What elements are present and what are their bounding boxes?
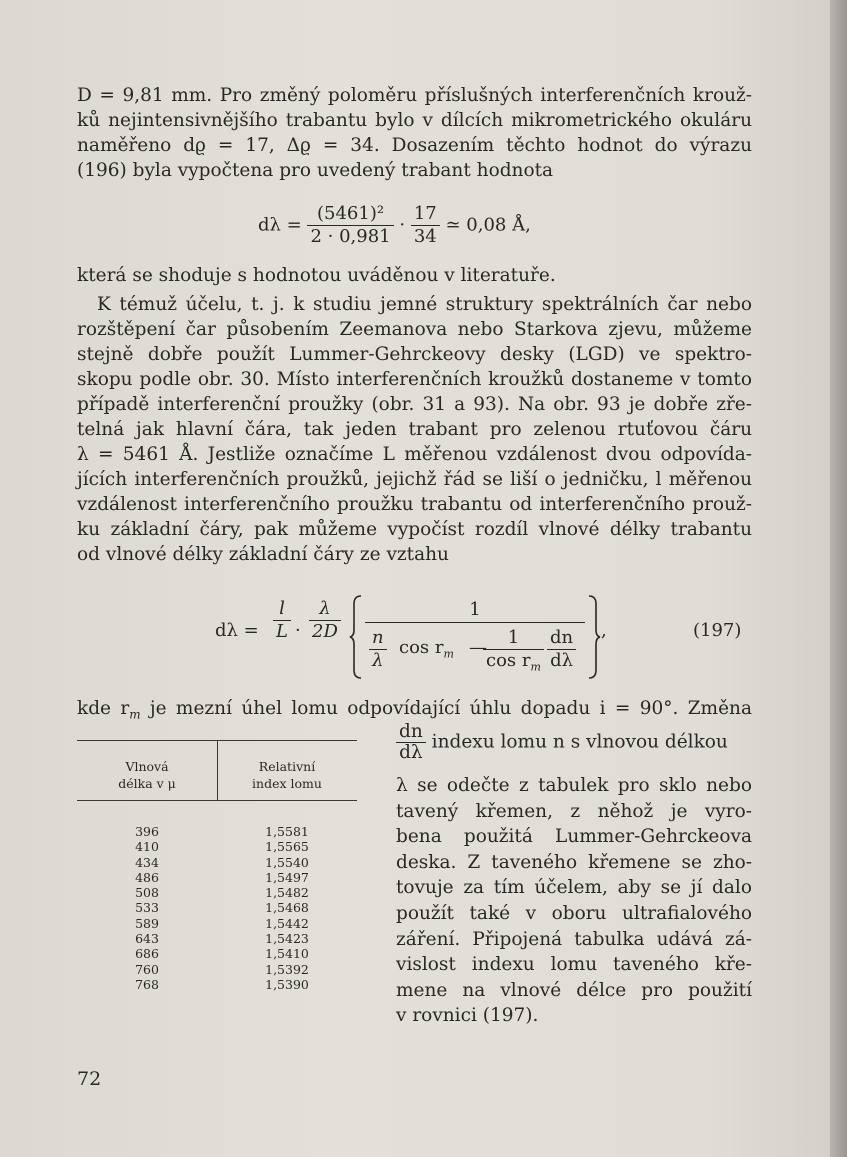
cos-text: cos r bbox=[486, 650, 531, 671]
page-edge bbox=[830, 0, 847, 1157]
table-cell-index: 1,5468 bbox=[265, 900, 309, 916]
paragraph-3 bbox=[77, 292, 752, 567]
table-cell-wavelength: 486 bbox=[135, 869, 159, 885]
paragraph-2 bbox=[77, 263, 752, 288]
text-fragment: kde r bbox=[77, 698, 130, 719]
refractive-index-table bbox=[77, 740, 357, 1020]
text-line: vislost indexu lomu taveného kře- bbox=[396, 954, 752, 976]
big-fraction bbox=[365, 598, 585, 679]
numerator: l bbox=[273, 598, 291, 621]
formula-197 bbox=[215, 598, 755, 678]
denominator: dλ bbox=[399, 742, 423, 763]
numerator: λ bbox=[309, 598, 341, 621]
table-cell-index: 1,5565 bbox=[265, 839, 309, 855]
text-line: K témuž účelu, t. j. k studiu jemné struktury spektrálních čar nebo bbox=[97, 294, 752, 315]
text-line: λ = 5461 Å. Jestliže označíme L měřenou vzdálenost dvou odpovída- bbox=[77, 444, 752, 465]
fraction bbox=[307, 203, 393, 248]
text-fragment: indexu lomu n s vlnovou délkou bbox=[431, 731, 728, 753]
page-number: 72 bbox=[77, 1068, 102, 1090]
text-line: telná jak hlavní čára, tak jeden trabant pro zelenou rtuťovou čáru bbox=[77, 419, 752, 440]
fraction-one-over-cos bbox=[483, 627, 544, 679]
dot-operator: · bbox=[399, 214, 406, 236]
formula-lhs: dλ = bbox=[215, 620, 259, 641]
numerator: dn bbox=[396, 722, 426, 743]
table-cell-wavelength: 508 bbox=[135, 885, 159, 901]
denominator: 34 bbox=[413, 226, 437, 247]
cos-term bbox=[399, 637, 454, 661]
table-cell-wavelength: 589 bbox=[135, 915, 159, 931]
text-line: použít také v oboru ultrafialového bbox=[396, 902, 752, 924]
text-line: záření. Připojená tabulka udává zá- bbox=[396, 928, 752, 950]
numerator: 17 bbox=[411, 203, 440, 226]
table-cell-index: 1,5390 bbox=[265, 976, 309, 992]
fraction-lambda-over-2D bbox=[309, 598, 341, 643]
formula-lhs: dλ = bbox=[258, 214, 302, 236]
paragraph-1 bbox=[77, 83, 752, 183]
table-cell-wavelength: 760 bbox=[135, 961, 159, 977]
text-line: v rovnici (197). bbox=[396, 1005, 539, 1027]
text-line: ků nejintensivnějšího trabantu bylo v dílcích mikrometrického okuláru bbox=[77, 110, 752, 131]
text-line: od vlnové délky základní čáry ze vztahu bbox=[77, 544, 449, 565]
dn-dlambda-inline bbox=[396, 722, 728, 763]
text-line: bena použitá Lummer-Gehrckeova bbox=[396, 826, 752, 848]
numerator: 1 bbox=[365, 598, 585, 623]
table-cell-index: 1,5482 bbox=[265, 885, 309, 901]
table-cell-index: 1,5497 bbox=[265, 869, 309, 885]
text-line: vzdálenost interferenčního proužku trabantu od interferenčního prouž- bbox=[77, 494, 752, 515]
table-cell-index: 1,5581 bbox=[265, 824, 309, 839]
text-line: (196) byla vypočtena pro uvedený trabant hodnota bbox=[77, 160, 554, 181]
header-text: Relativní bbox=[258, 759, 316, 774]
table-header-rule bbox=[77, 800, 357, 801]
formula-result: ≃ 0,08 Å, bbox=[445, 214, 531, 236]
table-cell-index: 1,5410 bbox=[265, 946, 309, 962]
fraction-n-over-lambda bbox=[369, 627, 387, 672]
table-cell-index: 1,5540 bbox=[265, 854, 309, 870]
table-cell-wavelength: 396 bbox=[135, 824, 159, 839]
text-line: jících interferenčních proužků, jejichž řád se liší o jedničku, l měřenou bbox=[77, 469, 752, 490]
minus-sign: — bbox=[469, 637, 487, 658]
fraction-dn-dlambda bbox=[547, 627, 576, 672]
right-brace bbox=[587, 594, 601, 680]
table-cell-wavelength: 434 bbox=[135, 854, 159, 870]
text-line: rozštěpení čar působením Zeemanova nebo Starkova zjevu, můžeme bbox=[77, 319, 752, 340]
numerator: (5461)² bbox=[307, 203, 393, 226]
fraction-dn-dlambda bbox=[396, 722, 426, 763]
text-fragment: je mezní úhel lomu odpovídající úhlu dopadu i = 90°. Změna bbox=[140, 698, 752, 719]
text-line: stejně dobře použít Lummer-Gehrckeovy desky (LGD) ve spektro- bbox=[77, 344, 752, 365]
text-line: případě interferenční proužky (obr. 31 a 93). Na obr. 93 je dobře zře- bbox=[77, 394, 752, 415]
column-wavelengths bbox=[117, 824, 177, 992]
equation-number: (197) bbox=[693, 620, 742, 641]
numerator: dn bbox=[547, 627, 576, 650]
subscript: m bbox=[443, 647, 454, 661]
text-line: tavený křemen, z něhož je vyro- bbox=[396, 800, 752, 822]
left-brace bbox=[349, 594, 363, 680]
cos-text: cos r bbox=[399, 637, 444, 658]
paragraph-4-column bbox=[396, 773, 752, 1029]
table-cell-wavelength: 410 bbox=[135, 839, 159, 855]
header-wavelength bbox=[77, 758, 217, 792]
denominator bbox=[365, 623, 585, 679]
dot-operator: · bbox=[295, 620, 301, 641]
table-cell-wavelength: 643 bbox=[135, 931, 159, 947]
denominator bbox=[483, 650, 544, 679]
header-text: délka v μ bbox=[118, 776, 176, 791]
subscript: m bbox=[129, 707, 141, 722]
header-text: Vlnová bbox=[125, 759, 169, 774]
text-line: ku základní čáry, pak můžeme vypočíst rozdíl vlnové délky trabantu bbox=[77, 519, 752, 540]
denominator: L bbox=[276, 621, 288, 642]
numerator: 1 bbox=[483, 627, 544, 650]
denominator: λ bbox=[372, 650, 384, 671]
text-line: skopu podle obr. 30. Místo interferenčních kroužků dostaneme v tomto bbox=[77, 369, 752, 390]
text-line: naměřeno dϱ = 17, Δϱ = 34. Dosazením těchto hodnot do výrazu bbox=[77, 135, 752, 156]
text-line: která se shoduje s hodnotou uváděnou v literatuře. bbox=[77, 265, 556, 286]
table-cell-wavelength: 768 bbox=[135, 976, 159, 992]
denominator: 2D bbox=[312, 621, 338, 642]
text-line: D = 9,81 mm. Pro změný poloměru příslušných interferenčních krouž- bbox=[77, 85, 752, 106]
text-line: mene na vlnové délce pro použití bbox=[396, 979, 752, 1001]
table-cell-index: 1,5442 bbox=[265, 915, 309, 931]
table-cell-wavelength: 686 bbox=[135, 946, 159, 962]
fraction bbox=[411, 203, 440, 248]
table-cell-index: 1,5392 bbox=[265, 961, 309, 977]
denominator: dλ bbox=[550, 650, 574, 671]
formula-1 bbox=[258, 203, 531, 248]
column-indices bbox=[247, 824, 327, 992]
numerator: n bbox=[369, 627, 387, 650]
denominator: 2 · 0,981 bbox=[310, 226, 391, 247]
header-index bbox=[217, 758, 357, 792]
table-cell-wavelength: 533 bbox=[135, 900, 159, 916]
table-cell-index: 1,5423 bbox=[265, 931, 309, 947]
comma: , bbox=[601, 620, 607, 641]
fraction-l-over-L bbox=[273, 598, 291, 643]
subscript: m bbox=[530, 660, 541, 674]
text-line: deska. Z taveného křemene se zho- bbox=[396, 851, 752, 873]
text-line: λ se odečte z tabulek pro sklo nebo bbox=[396, 775, 752, 796]
header-text: index lomu bbox=[252, 776, 322, 791]
text-line: tovuje za tím účelem, aby se jí dalo bbox=[396, 877, 752, 899]
